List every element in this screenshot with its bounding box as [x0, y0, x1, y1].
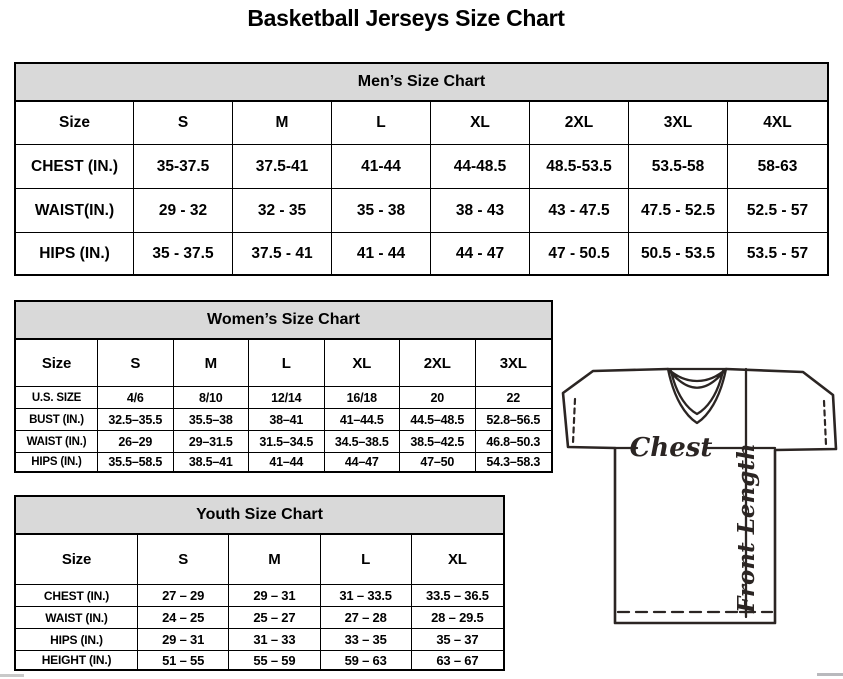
size-value: 35 - 38	[332, 189, 431, 233]
scrollbar-fragment-left	[0, 674, 24, 677]
size-value: 29–31.5	[174, 431, 250, 453]
mens-chart-title: Men’s Size Chart	[16, 64, 827, 102]
size-value: 32 - 35	[233, 189, 332, 233]
size-value: 38 - 43	[431, 189, 530, 233]
size-value: 35.5–58.5	[98, 453, 174, 471]
size-value: 38.5–42.5	[400, 431, 476, 453]
size-value: 37.5 - 41	[233, 233, 332, 274]
size-value: 53.5-58	[629, 145, 728, 189]
size-value: 50.5 - 53.5	[629, 233, 728, 274]
column-header: 4XL	[728, 102, 827, 145]
size-value: 29 – 31	[229, 585, 320, 607]
sleeve-stitch-right	[824, 401, 826, 445]
size-value: 33 – 35	[321, 629, 412, 651]
row-label: HIPS (IN.)	[16, 233, 134, 274]
size-value: 29 – 31	[138, 629, 229, 651]
womens-table	[16, 340, 551, 471]
youth-table	[16, 535, 503, 669]
mens-size-chart	[14, 62, 829, 276]
size-value: 35 - 37.5	[134, 233, 233, 274]
page-title: Basketball Jerseys Size Chart	[247, 5, 565, 31]
size-value: 55 – 59	[229, 651, 320, 669]
column-header: S	[138, 535, 229, 585]
row-label: WAIST (IN.)	[16, 607, 138, 629]
column-header: 3XL	[629, 102, 728, 145]
row-label: HEIGHT (IN.)	[16, 651, 138, 669]
size-value: 47–50	[400, 453, 476, 471]
size-value: 31 – 33.5	[321, 585, 412, 607]
size-value: 35-37.5	[134, 145, 233, 189]
size-value: 35.5–38	[174, 409, 250, 431]
size-value: 41–44.5	[325, 409, 401, 431]
size-value: 52.8–56.5	[476, 409, 552, 431]
size-value: 4/6	[98, 387, 174, 409]
column-header: XL	[412, 535, 503, 585]
size-value: 63 – 67	[436, 652, 479, 668]
column-header: 3XL	[476, 340, 552, 387]
column-header: S	[134, 102, 233, 145]
size-value: 28 – 29.5	[412, 607, 503, 629]
sleeve-stitch-left	[573, 399, 575, 443]
size-value: 27 – 28	[321, 607, 412, 629]
column-header: M	[229, 535, 320, 585]
size-value: 25 – 27	[229, 607, 320, 629]
row-label: HIPS (IN.)	[16, 453, 98, 471]
chest-label: Chest	[629, 433, 713, 463]
size-value: 44–47	[325, 453, 401, 471]
size-value: 27 – 29	[138, 585, 229, 607]
column-header: 2XL	[400, 340, 476, 387]
size-column-header: Size	[16, 102, 134, 145]
youth-size-chart	[14, 495, 505, 671]
size-value: 51 – 55	[138, 651, 229, 669]
column-header: L	[249, 340, 325, 387]
size-value: 58-63	[728, 145, 827, 189]
front-length-label: Front Length	[733, 443, 760, 613]
size-value: 52.5 - 57	[728, 189, 827, 233]
row-label: CHEST (IN.)	[16, 585, 138, 607]
size-column-header: Size	[16, 340, 98, 387]
size-value: 38.5–41	[174, 453, 250, 471]
size-value: 31 – 33	[229, 629, 320, 651]
size-value: 26–29	[98, 431, 174, 453]
size-value: 16/18	[325, 387, 401, 409]
size-value: 38–41	[249, 409, 325, 431]
size-value: 20	[400, 387, 476, 409]
size-value: 12/14	[249, 387, 325, 409]
size-value: 8/10	[174, 387, 250, 409]
size-value: 34.5–38.5	[325, 431, 401, 453]
column-header: 2XL	[530, 102, 629, 145]
size-value: 24 – 25	[138, 607, 229, 629]
column-header: XL	[325, 340, 401, 387]
size-value: 32.5–35.5	[98, 409, 174, 431]
womens-size-chart	[14, 300, 553, 473]
size-column-header: Size	[16, 535, 138, 585]
column-header: L	[321, 535, 412, 585]
row-label: HIPS (IN.)	[16, 629, 138, 651]
size-value: 35 – 37	[412, 629, 503, 651]
jersey-measurement-diagram	[558, 361, 841, 626]
row-label: WAIST (IN.)	[16, 431, 98, 453]
row-label: BUST (IN.)	[16, 409, 98, 431]
column-header: S	[98, 340, 174, 387]
youth-chart-title: Youth Size Chart	[16, 497, 503, 535]
row-label: CHEST (IN.)	[16, 145, 134, 189]
size-value: 41-44	[332, 145, 431, 189]
womens-chart-title: Women’s Size Chart	[16, 302, 551, 340]
size-value: 44 - 47	[431, 233, 530, 274]
size-value: 29 - 32	[134, 189, 233, 233]
size-value: 54.3–58.3	[486, 455, 541, 469]
size-value: 43 - 47.5	[530, 189, 629, 233]
size-value: 44-48.5	[431, 145, 530, 189]
size-value: 48.5-53.5	[530, 145, 629, 189]
size-value: 44.5–48.5	[400, 409, 476, 431]
column-header: M	[174, 340, 250, 387]
mens-table	[16, 102, 827, 274]
size-value: 41 - 44	[332, 233, 431, 274]
size-value: 31.5–34.5	[249, 431, 325, 453]
column-header: XL	[431, 102, 530, 145]
size-value: 37.5-41	[233, 145, 332, 189]
size-value: 53.5 - 57	[746, 244, 809, 262]
size-value: 47 - 50.5	[530, 233, 629, 274]
row-label: WAIST(IN.)	[16, 189, 134, 233]
size-value: 22	[476, 387, 552, 409]
scrollbar-fragment-right	[817, 673, 843, 676]
jersey-outline-shape	[563, 369, 836, 623]
row-label: U.S. SIZE	[16, 387, 98, 409]
jersey-collar-shape	[668, 369, 726, 423]
size-value: 46.8–50.3	[476, 431, 552, 453]
column-header: M	[233, 102, 332, 145]
size-value: 33.5 – 36.5	[412, 585, 503, 607]
column-header: L	[332, 102, 431, 145]
size-value: 41–44	[249, 453, 325, 471]
size-value: 47.5 - 52.5	[629, 189, 728, 233]
size-value: 59 – 63	[321, 651, 412, 669]
